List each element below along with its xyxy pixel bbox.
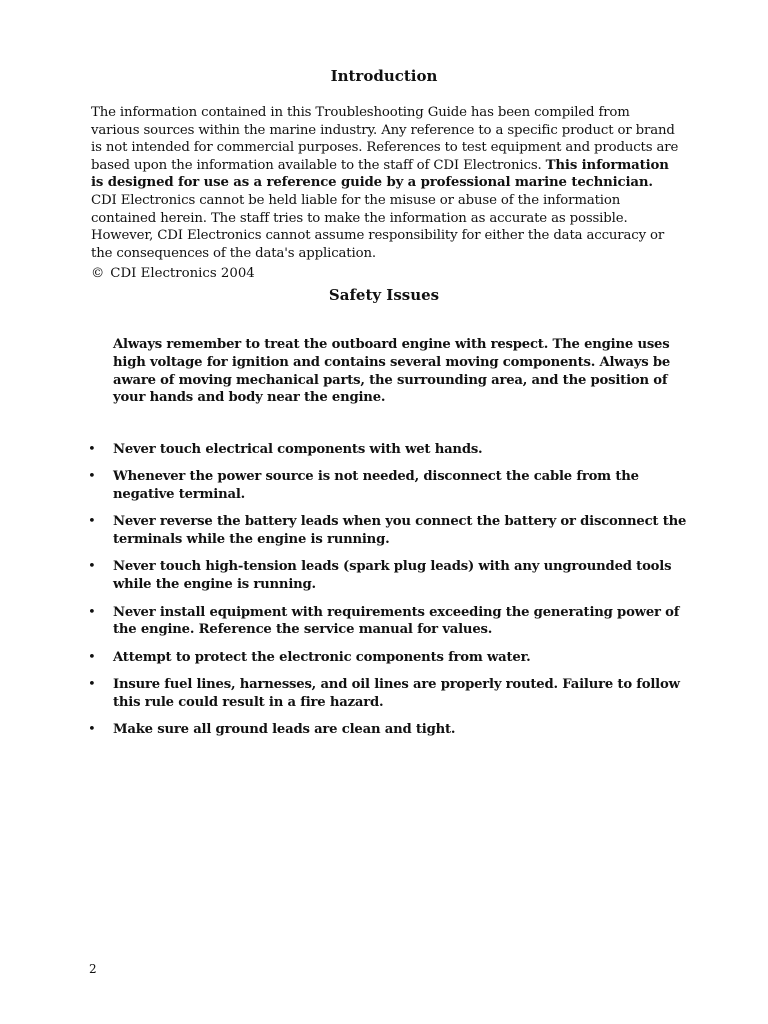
list-item-text: Insure fuel lines, harnesses, and oil lines are properly routed. Failure to follow this rule could result in a fire hazard. (113, 676, 680, 710)
list-item-text: Whenever the power source is not needed, disconnect the cable from the negative terminal. (113, 469, 639, 503)
list-item (88, 649, 688, 667)
copyright-text: CDI Electronics 2004 (110, 266, 255, 281)
list-item (88, 513, 688, 549)
copyright-notice (91, 265, 255, 283)
list-item-text: Never install equipment with requirements exceeding the generating power of the engine. Reference the service manual for values. (113, 604, 680, 638)
bullet-icon: • (88, 722, 96, 738)
list-item (88, 441, 688, 459)
list-item-text: Never reverse the battery leads when you connect the battery or disconnect the terminals while the engine is running. (113, 514, 687, 548)
list-item-text: Make sure all ground leads are clean and tight. (113, 722, 456, 738)
bullet-icon: • (88, 442, 96, 457)
list-item (88, 558, 688, 594)
safety-issues-heading: Safety Issues (328, 286, 440, 304)
bullet-icon: • (88, 469, 96, 485)
list-item-text: Never touch high-tension leads (spark plug leads) with any ungrounded tools while the engine is running. (113, 559, 672, 593)
introduction-bold-statement: This information is designed for use as a reference guide by a professional marine technician. (91, 157, 669, 191)
bullet-icon: • (88, 559, 96, 575)
list-item (88, 604, 688, 640)
bullet-icon: • (88, 676, 96, 692)
list-item-text: Never touch electrical components with wet hands. (113, 442, 483, 457)
introduction-text-part-1: The information contained in this Troubleshooting Guide has been compiled from various sources within the marine industry. Any reference to a specific product or brand is not intended for commercial purposes. References to test equipment and products are based upon the information available to the staff of CDI Electronics. (91, 105, 679, 173)
bullet-icon: • (88, 604, 96, 620)
bullet-icon: • (88, 514, 96, 530)
list-item-text: Attempt to protect the electronic components from water. (113, 649, 531, 665)
introduction-paragraph (91, 104, 681, 262)
bullet-icon: • (88, 649, 96, 665)
safety-rules-list (88, 441, 688, 748)
introduction-text-part-2: CDI Electronics cannot be held liable for the misuse or abuse of the information contained herein. The staff tries to make the information as accurate as possible. However, CDI Electronics cannot assume responsibility for either the data accuracy or the consequences of the data's application. (91, 192, 665, 261)
list-item (88, 468, 688, 504)
list-item (88, 676, 688, 712)
safety-intro-paragraph: Always remember to treat the outboard engine with respect. The engine uses high voltage for ignition and contains several moving components. Always be aware of moving mechanical parts, the surrounding area, and the position of your hands and body near the engine. (113, 337, 671, 406)
introduction-heading: Introduction (330, 67, 438, 85)
copyright-symbol: © (91, 266, 105, 281)
list-item (88, 721, 688, 739)
page-number: 2 (89, 962, 97, 976)
